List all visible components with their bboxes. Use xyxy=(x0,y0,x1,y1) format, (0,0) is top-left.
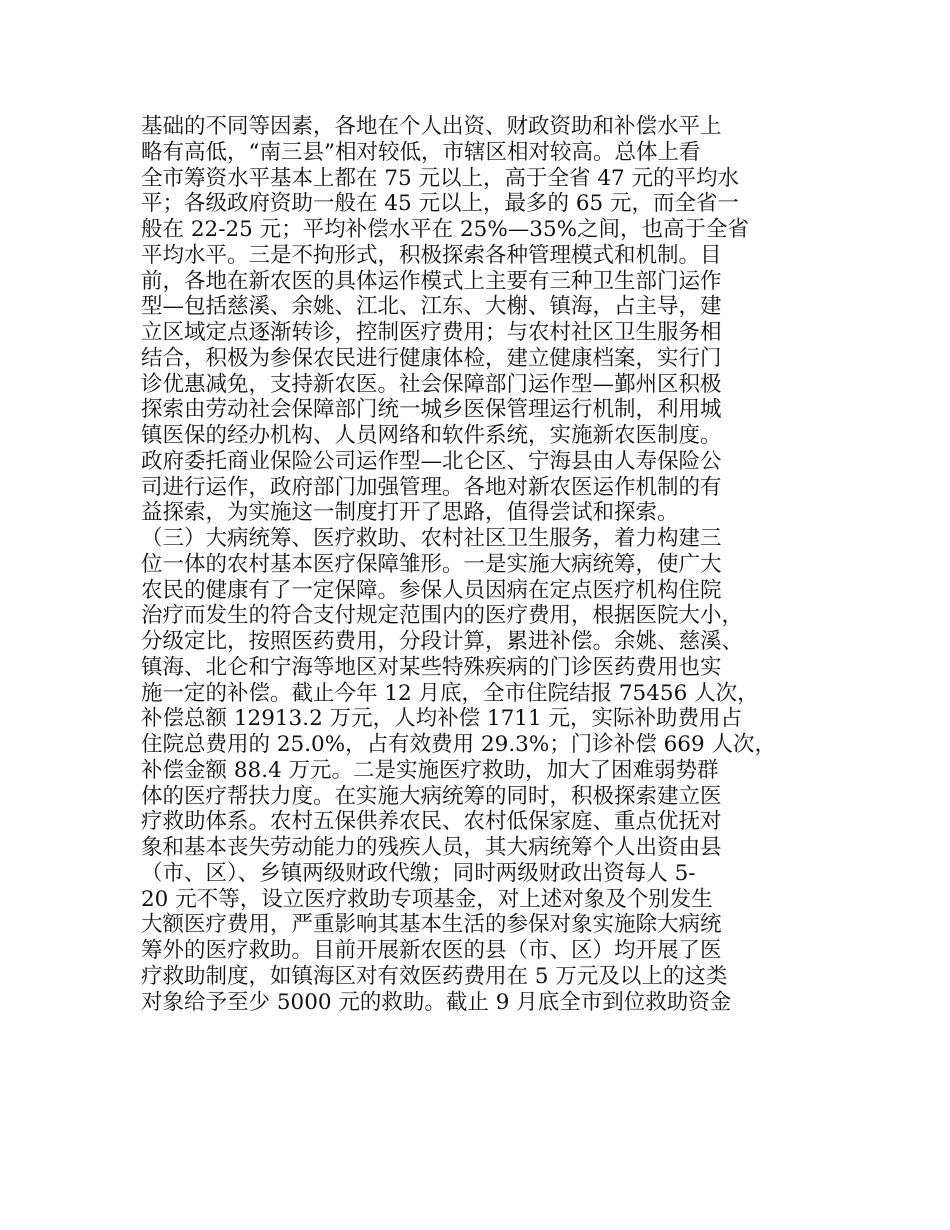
text-line: 平均水平。三是不拘形式，积极探索各种管理模式和机制。目 xyxy=(141,242,722,268)
text-line: 体的医疗帮扶力度。在实施大病统筹的同时，积极探索建立医 xyxy=(141,783,722,809)
text-line: 平；各级政府资助一般在 45 元以上，最多的 65 元，而全省一 xyxy=(141,191,740,217)
text-line: 司进行运作，政府部门加强管理。各地对新农医运作机制的有 xyxy=(141,474,722,500)
text-line: 结合，积极为参保农民进行健康体检，建立健康档案，实行门 xyxy=(141,345,722,371)
text-line: 略有高低，“南三县”相对较低，市辖区相对较高。总体上看 xyxy=(141,139,701,165)
text-line: 筹外的医疗救助。目前开展新农医的县（市、区）均开展了医 xyxy=(141,938,722,963)
text-line: （三）大病统筹、医疗救助、农村社区卫生服务，着力构建三 xyxy=(141,526,722,551)
text-line: 疗救助体系。农村五保供养农民、农村低保家庭、重点优抚对 xyxy=(141,809,722,835)
text-line: 农民的健康有了一定保障。参保人员因病在定点医疗机构住院 xyxy=(141,577,722,603)
text-line: 诊优惠减免，支持新农医。社会保障部门运作型—鄞州区积极 xyxy=(141,371,722,397)
text-line: 型—包括慈溪、余姚、江北、江东、大榭、镇海，占主导，建 xyxy=(141,294,722,320)
text-line: 探索由劳动社会保障部门统一城乡医保管理运行机制，利用城 xyxy=(141,397,722,423)
text-line: 补偿金额 88.4 万元。二是实施医疗救助，加大了困难弱势群 xyxy=(141,757,719,783)
text-line: 大额医疗费用，严重影响其基本生活的参保对象实施除大病统 xyxy=(141,912,722,938)
text-line: 立区域定点逐渐转诊，控制医疗费用；与农村社区卫生服务相 xyxy=(141,320,722,345)
text-line: 镇海、北仑和宁海等地区对某些特殊疾病的门诊医药费用也实 xyxy=(141,654,722,680)
text-line: 全市筹资水平基本上都在 75 元以上，高于全省 47 元的平均水 xyxy=(141,165,740,191)
text-line: 治疗而发生的符合支付规定范围内的医疗费用，根据医院大小， xyxy=(141,603,744,629)
text-line: 基础的不同等因素，各地在个人出资、财政资助和补偿水平上 xyxy=(141,114,722,139)
body-text xyxy=(141,114,841,1015)
text-line: 前，各地在新农医的具体运作模式上主要有三种卫生部门运作 xyxy=(141,268,722,294)
text-line: 住院总费用的 25.0%，占有效费用 29.3%；门诊补偿 669 人次， xyxy=(141,732,776,757)
text-line: 象和基本丧失劳动能力的残疾人员，其大病统筹个人出资由县 xyxy=(141,835,722,860)
text-line: 镇医保的经办机构、人员网络和软件系统，实施新农医制度。 xyxy=(141,423,722,448)
text-line: 对象给予至少 5000 元的救助。截止 9 月底全市到位救助资金 xyxy=(141,989,732,1015)
text-line: 分级定比，按照医药费用，分段计算，累进补偿。余姚、慈溪、 xyxy=(141,629,744,654)
text-line: 般在 22-25 元；平均补偿水平在 25%—35%之间，也高于全省 xyxy=(141,217,750,242)
text-line: （市、区）、乡镇两级财政代缴；同时两级财政出资每人 5- xyxy=(141,860,696,886)
text-line: 疗救助制度，如镇海区对有效医药费用在 5 万元及以上的这类 xyxy=(141,963,728,989)
text-line: 政府委托商业保险公司运作型—北仑区、宁海县由人寿保险公 xyxy=(141,448,722,474)
text-line: 施一定的补偿。截止今年 12 月底，全市住院结报 75456 人次， xyxy=(141,680,759,706)
text-line: 20 元不等，设立医疗救助专项基金，对上述对象及个别发生 xyxy=(141,886,713,912)
text-line: 补偿总额 12913.2 万元，人均补偿 1711 元，实际补助费用占 xyxy=(141,706,742,732)
text-line: 位一体的农村基本医疗保障雏形。一是实施大病统筹，使广大 xyxy=(141,551,722,577)
text-line: 益探索，为实施这一制度打开了思路，值得尝试和探索。 xyxy=(141,500,679,526)
